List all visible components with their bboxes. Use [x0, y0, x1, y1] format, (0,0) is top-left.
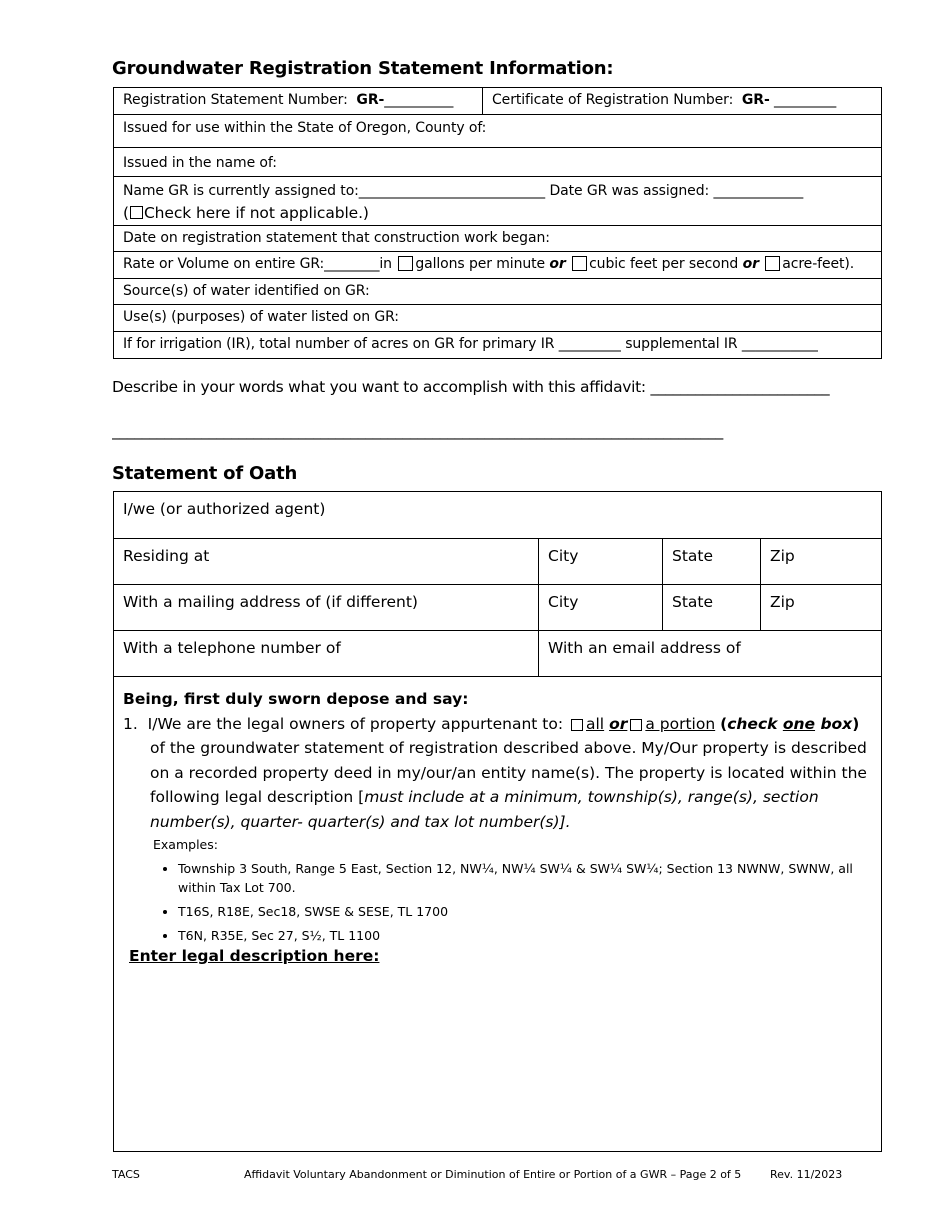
date-assigned-label: Date GR was assigned: [549, 183, 710, 199]
reg-number-cell[interactable] [114, 88, 483, 115]
gpm-checkbox[interactable] [398, 256, 413, 271]
gr-info-table [113, 87, 882, 359]
rate-or-1: or [549, 256, 566, 272]
construction-date-label: Date on registration statement that construction work began: [123, 230, 550, 246]
check-text-a: check [727, 714, 783, 733]
rate-label: Rate or Volume on entire GR: [123, 256, 325, 272]
mailing-zip-label: Zip [770, 593, 795, 611]
sources-label: Source(s) of water identified on GR: [123, 283, 370, 299]
example-item: • T6N, R35E, Sec 27, S½, TL 1100 [178, 926, 872, 945]
telephone-field[interactable] [114, 631, 539, 677]
irrigation-primary-blank[interactable]: _________ [558, 336, 621, 352]
assigned-to-blank[interactable]: ___________________________ [358, 183, 546, 199]
item-number: 1. [123, 714, 138, 733]
example-item: • T16S, R18E, Sec18, SWSE & SESE, TL 1700 [178, 902, 872, 921]
reg-number-prefix: GR- [356, 92, 385, 108]
cert-number-prefix: GR- [741, 92, 770, 108]
sworn-statement-cell [114, 677, 882, 1152]
rate-field[interactable] [114, 252, 882, 279]
cert-number-blank[interactable]: _________ [769, 92, 837, 108]
mailing-state-label: State [672, 593, 714, 611]
item-text-b: the groundwater statement of registration described above. My/Our property is described on a recorded property deed in my/our/an entity name(s). The property is located within the following legal description [ [150, 739, 867, 806]
cert-number-label: Certificate of Registration Number: [492, 92, 734, 108]
item-1 [123, 712, 872, 835]
examples-list [123, 859, 872, 945]
mailing-state-field[interactable] [663, 585, 761, 631]
residing-zip-label: Zip [770, 547, 795, 565]
email-label: With an email address of [548, 639, 741, 657]
footer-left: TACS [112, 1168, 140, 1181]
rate-blank[interactable]: ________ [324, 256, 380, 272]
opt-portion-label: a portion [645, 714, 716, 733]
residing-state-label: State [672, 547, 714, 565]
residing-label: Residing at [123, 547, 210, 565]
example-item: • Township 3 South, Range 5 East, Section 12, NW¼, NW¼ SW¼ & SW¼ SW¼; Section 13 NWNW, SWNW, all within Tax Lot 700. [178, 859, 872, 897]
describe-blank-2[interactable]: __________________________________________________________________________________ [112, 422, 723, 440]
residing-city-label: City [548, 547, 579, 565]
all-checkbox[interactable] [571, 719, 583, 731]
cfs-label: cubic feet per second [589, 256, 739, 272]
irrigation-label: If for irrigation (IR), total number of acres on GR for primary IR [123, 336, 555, 352]
rate-or-2: or [742, 256, 759, 272]
uses-label: Use(s) (purposes) of water listed on GR: [123, 309, 399, 325]
uses-field[interactable] [114, 305, 882, 332]
mailing-label: With a mailing address of (if different) [123, 593, 418, 611]
assigned-to-label: Name GR is currently assigned to: [123, 183, 359, 199]
residing-field[interactable] [114, 539, 539, 585]
enter-legal-label: Enter legal description here: [129, 947, 380, 965]
oath-table [113, 491, 882, 1152]
mailing-field[interactable] [114, 585, 539, 631]
portion-checkbox[interactable] [630, 719, 642, 731]
reg-number-label: Registration Statement Number: [123, 92, 348, 108]
mailing-city-field[interactable] [539, 585, 663, 631]
agent-label: I/we (or authorized agent) [123, 500, 326, 518]
describe-blank-1[interactable]: ________________________ [650, 378, 830, 396]
footer-right: Rev. 11/2023 [770, 1168, 843, 1181]
telephone-label: With a telephone number of [123, 639, 341, 657]
mailing-city-label: City [548, 593, 579, 611]
acre-feet-checkbox[interactable] [765, 256, 780, 271]
describe-row[interactable] [112, 378, 882, 396]
issued-county-label: Issued for use within the State of Oregon, County of: [123, 120, 487, 136]
sworn-heading: Being, first duly sworn depose and say: [123, 690, 469, 708]
cfs-checkbox[interactable] [572, 256, 587, 271]
not-applicable-open: ( [123, 204, 129, 222]
gr-section-title: Groundwater Registration Statement Information: [112, 58, 614, 79]
issued-name-label: Issued in the name of: [123, 155, 277, 171]
mailing-zip-field[interactable] [761, 585, 882, 631]
irrigation-field[interactable] [114, 332, 882, 359]
not-applicable-label: Check here if not applicable.) [143, 204, 369, 222]
irrigation-supp-label: supplemental IR [625, 336, 738, 352]
not-applicable-checkbox[interactable] [130, 206, 143, 219]
sources-field[interactable] [114, 279, 882, 305]
examples-label: Examples: [153, 837, 218, 852]
gpm-label: gallons per minute [415, 256, 546, 272]
residing-zip-field[interactable] [761, 539, 882, 585]
agent-field[interactable] [114, 492, 882, 539]
residing-city-field[interactable] [539, 539, 663, 585]
date-assigned-blank[interactable]: _____________ [713, 183, 804, 199]
check-text-b: box [815, 714, 853, 733]
oath-section-title: Statement of Oath [112, 463, 298, 484]
cert-number-cell[interactable] [483, 88, 882, 115]
construction-date-field[interactable] [114, 226, 882, 252]
describe-label: Describe in your words what you want to accomplish with this affidavit: [112, 378, 646, 396]
reg-number-blank[interactable]: __________ [384, 92, 454, 108]
opt-all-label: all [586, 714, 605, 733]
assigned-to-field[interactable] [114, 177, 882, 226]
rate-in: in [379, 256, 392, 272]
issued-county-field[interactable] [114, 115, 882, 148]
irrigation-supp-blank[interactable]: ___________ [741, 336, 818, 352]
legal-description-field[interactable] [123, 969, 872, 1149]
item-of: of [150, 739, 165, 757]
check-one: one [782, 714, 816, 733]
check-close: ) [852, 714, 860, 733]
footer-center: Affidavit Voluntary Abandonment or Diminution of Entire or Portion of a GWR – Page 2 of 5 [244, 1168, 742, 1181]
opt-or-label: or [609, 714, 628, 733]
check-open: ( [720, 714, 728, 733]
residing-state-field[interactable] [663, 539, 761, 585]
item-text-italic: must include at a minimum, township(s), range(s), section number(s), quarter- quarter(s) and tax lot number(s)]. [150, 788, 819, 831]
issued-name-field[interactable] [114, 148, 882, 177]
item-text-a: I/We are the legal owners of property appurtenant to: [147, 714, 564, 733]
email-field[interactable] [539, 631, 882, 677]
acre-feet-label: acre-feet). [782, 256, 855, 272]
